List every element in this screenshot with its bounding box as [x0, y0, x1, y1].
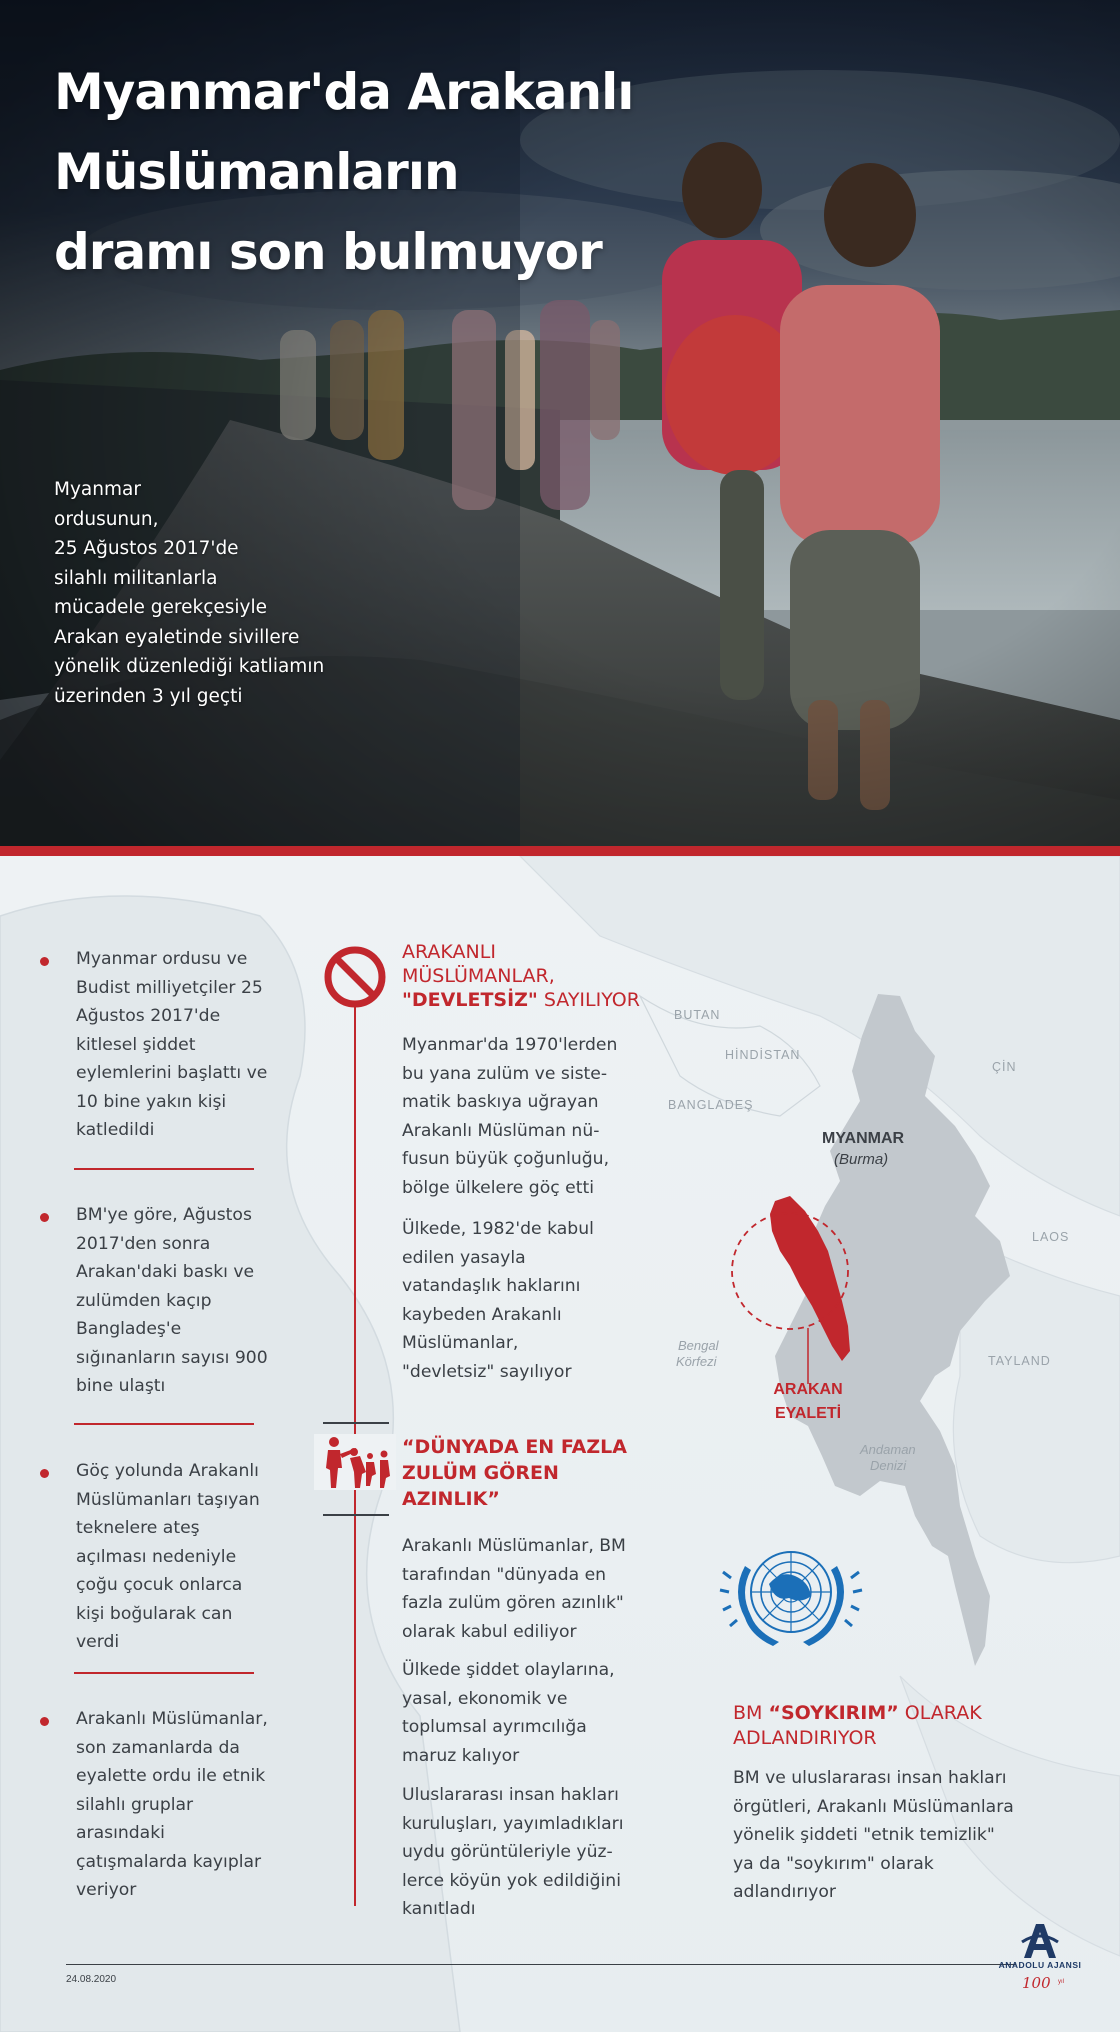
bullet-line: son zamanlarda da [76, 1737, 240, 1758]
bullet-item [40, 1204, 290, 1414]
anniversary-number: 100 [1022, 1974, 1051, 1992]
hero-subtitle [54, 475, 374, 711]
icon-divider-top [323, 1422, 389, 1424]
bullet-text [76, 1705, 296, 1905]
bullet-line: Arakanlı Müslümanlar, [76, 1709, 268, 1729]
bullet-line: silahlı gruplar [76, 1794, 194, 1815]
paragraph-line: Uluslararası insan hakları [402, 1785, 619, 1805]
section2-paragraph [402, 1532, 652, 1646]
section1-heading-line [402, 988, 640, 1012]
paragraph-line: "devletsiz" sayılıyor [402, 1361, 572, 1382]
bullet-line: eyalette ordu ile etnik [76, 1766, 266, 1786]
paragraph-line: adlandırıyor [733, 1882, 836, 1902]
section2-heading-line: “DÜNYADA EN FAZLA [402, 1436, 627, 1458]
paragraph-line: uydu görüntüleriyle yüz- [402, 1842, 613, 1862]
paragraph-line: Ülkede şiddet olaylarına, [402, 1660, 615, 1680]
subtitle-line: Myanmar [54, 479, 141, 500]
paragraph-line: Ülkede, 1982'de kabul [402, 1219, 594, 1239]
bullet-dot [40, 1213, 49, 1222]
un-heading [733, 1701, 982, 1751]
page-title [54, 52, 1054, 292]
paragraph-line: Müslümanlar, [402, 1333, 519, 1353]
bullet-separator [74, 1672, 254, 1674]
un-emblem-graphic [720, 1552, 862, 1646]
map-label-denizi: Denizi [870, 1458, 907, 1473]
paragraph-line: edilen yasayla [402, 1247, 526, 1268]
paragraph-line: ya da "soykırım" olarak [733, 1853, 934, 1874]
map-label-burma: (Burma) [834, 1151, 889, 1168]
map-label-tayland: TAYLAND [988, 1354, 1051, 1368]
paragraph-line: matik baskıya uğrayan [402, 1092, 599, 1112]
paragraph-line: bölge ülkelere göç etti [402, 1177, 594, 1198]
section2-paragraph [402, 1781, 652, 1924]
bullet-dot [40, 1717, 49, 1726]
bullet-dot [40, 957, 49, 966]
bullet-line: Bangladeş'e [76, 1319, 182, 1339]
section1-heading-line: ARAKANLI [402, 941, 496, 963]
title-line: Myanmar'da Arakanlı Müslümanların [54, 63, 634, 201]
subtitle-line: 25 Ağustos 2017'de [54, 538, 239, 559]
bullet-text [76, 1457, 296, 1657]
subtitle-line: üzerinden 3 yıl geçti [54, 685, 243, 707]
paragraph-line: örgütleri, Arakanlı Müslümanlara [733, 1796, 1014, 1817]
section1-paragraph [402, 1215, 652, 1386]
bullet-line: arasındaki [76, 1823, 165, 1843]
map-label-butan: BUTAN [674, 1008, 721, 1022]
paragraph-line: fazla zulüm gören azınlık" [402, 1593, 624, 1613]
map-label-arakan [748, 1378, 868, 1426]
subtitle-line: ordusunun, [54, 508, 159, 530]
bullet-line: sığınanların sayısı 900 [76, 1347, 268, 1368]
map-label-andaman: Andaman [860, 1442, 916, 1457]
section1-heading-line: MÜSLÜMANLAR, [402, 965, 555, 987]
bullet-line: veriyor [76, 1880, 137, 1900]
violence-icon [314, 1434, 396, 1490]
bullet-separator [74, 1168, 254, 1170]
arakan-label-line: EYALETİ [774, 1405, 842, 1422]
bullet-line: Arakan'daki baskı ve [76, 1262, 255, 1282]
paragraph-line: toplumsal ayrımcılığa [402, 1717, 587, 1737]
bullet-text [76, 1201, 296, 1401]
section1-heading-rest: SAYILIYOR [537, 989, 640, 1011]
section1-heading [402, 940, 640, 1012]
map-label-korfezi: Körfezi [676, 1354, 717, 1369]
arakan-label-line: ARAKAN [773, 1381, 843, 1398]
un-heading-line [733, 1701, 982, 1726]
paragraph-line: vatandaşlık haklarını [402, 1276, 581, 1296]
bullet-line: çoğu çocuk onlarca [76, 1575, 243, 1595]
paragraph-line: kanıtladı [402, 1899, 476, 1919]
bullet-line: BM'ye göre, Ağustos [76, 1205, 252, 1225]
bullet-text [76, 945, 296, 1145]
bullet-line: Göç yolunda Arakanlı [76, 1461, 259, 1481]
paragraph-line: olarak kabul ediliyor [402, 1621, 577, 1642]
section1-paragraph [402, 1031, 652, 1202]
un-heading-pre: BM [733, 1702, 769, 1724]
bullet-line: teknelere ateş [76, 1518, 200, 1538]
bullet-line: zulümden kaçıp [76, 1290, 212, 1311]
hero-section [0, 0, 1120, 846]
bullet-line: çatışmalarda kayıplar [76, 1851, 262, 1872]
bullet-line: Budist milliyetçiler 25 [76, 977, 263, 998]
footer-divider [66, 1964, 1016, 1965]
anniversary-label: yıl [1058, 1979, 1064, 1985]
un-heading-bold: “SOYKIRIM” [768, 1702, 899, 1724]
un-paragraph [733, 1764, 1033, 1907]
paragraph-line: Arakanlı Müslüman nü- [402, 1120, 600, 1141]
paragraph-line: fusun büyük çoğunluğu, [402, 1149, 610, 1169]
bullet-line: eylemlerini başlattı ve [76, 1063, 268, 1083]
info-section [0, 856, 1120, 2032]
bullet-line: Ağustos 2017'de [76, 1006, 221, 1026]
bullet-item [40, 948, 290, 1158]
paragraph-line: Myanmar'da 1970'lerden [402, 1035, 618, 1055]
bullet-item [40, 1460, 290, 1670]
agency-name: ANADOLU AJANSI [998, 1960, 1082, 1970]
paragraph-line: bu yana zulüm ve siste- [402, 1063, 608, 1084]
paragraph-line: tarafından "dünyada en [402, 1564, 607, 1585]
subtitle-line: Arakan eyaletinde sivillere [54, 626, 300, 648]
section-divider [0, 846, 1120, 856]
bullet-line: kitlesel şiddet [76, 1034, 196, 1055]
map-label-banglades: BANGLADEŞ [668, 1098, 754, 1112]
bullet-line: 2017'den sonra [76, 1233, 211, 1254]
paragraph-line: lerce köyün yok edildiğini [402, 1870, 621, 1891]
paragraph-line: yönelik şiddeti "etnik temizlik" [733, 1825, 995, 1845]
bullet-line: 10 bine yakın kişi [76, 1091, 227, 1112]
paragraph-line: BM ve uluslararası insan hakları [733, 1768, 1007, 1788]
map-label-cin: ÇİN [992, 1060, 1017, 1074]
bullet-dot [40, 1469, 49, 1478]
bullet-line: kişi boğularak can [76, 1603, 233, 1624]
bullet-separator [74, 1423, 254, 1425]
prohibited-icon [322, 944, 388, 1010]
aa-logo-icon [1020, 1920, 1060, 1960]
bullet-item [40, 1708, 290, 1918]
subtitle-line: yönelik düzenlediği katliamın [54, 656, 325, 677]
title-line: dramı son bulmuyor [54, 223, 602, 281]
paragraph-line: Arakanlı Müslümanlar, BM [402, 1536, 626, 1556]
bullet-line: Müslümanları taşıyan [76, 1489, 260, 1510]
bullet-line: katledildi [76, 1120, 155, 1140]
bullet-line: bine ulaştı [76, 1376, 166, 1396]
section2-heading-line: AZINLIK” [402, 1488, 500, 1510]
subtitle-line: silahlı militanlarla [54, 567, 218, 589]
section2-paragraph [402, 1656, 652, 1770]
subtitle-line: mücadele gerekçesiyle [54, 597, 268, 618]
paragraph-line: kuruluşları, yayımladıkları [402, 1813, 624, 1834]
icon-divider-bottom [323, 1514, 389, 1516]
un-heading-post: OLARAK [898, 1702, 982, 1724]
bullet-line: verdi [76, 1632, 120, 1652]
section2-heading-line: ZULÜM GÖREN [402, 1462, 559, 1484]
map-label-laos: LAOS [1032, 1230, 1070, 1244]
bullet-line: Myanmar ordusu ve [76, 949, 248, 969]
map-label-bengal: Bengal [678, 1338, 719, 1353]
section1-heading-bold: "DEVLETSİZ" [402, 989, 538, 1011]
paragraph-line: yasal, ekonomik ve [402, 1688, 568, 1709]
map-label-myanmar: MYANMAR [822, 1130, 905, 1147]
publish-date: 24.08.2020 [66, 1974, 117, 1985]
un-heading-line: ADLANDIRIYOR [733, 1727, 877, 1749]
paragraph-line: kaybeden Arakanlı [402, 1304, 562, 1325]
map-label-hindistan: HİNDİSTAN [725, 1048, 801, 1062]
section2-heading [402, 1434, 627, 1512]
paragraph-line: maruz kalıyor [402, 1745, 520, 1766]
bullet-line: açılması nedeniyle [76, 1546, 237, 1567]
